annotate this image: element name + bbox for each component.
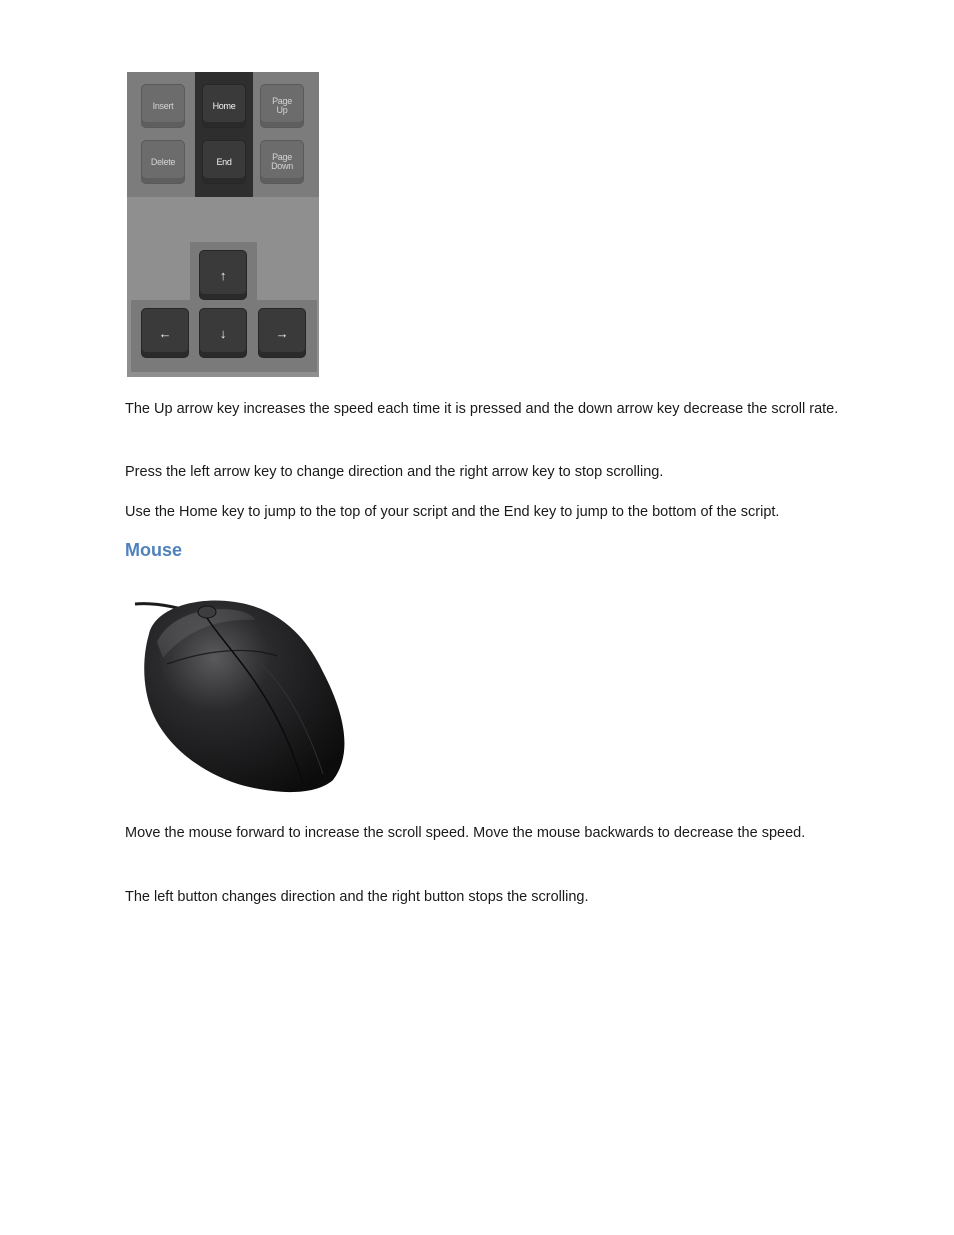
right-arrow-icon: → <box>275 325 289 341</box>
home-key: Home <box>202 84 246 128</box>
paragraph-mouse-buttons: The left button changes direction and the right button stops the scrolling. <box>125 889 589 905</box>
insert-key: Insert <box>141 84 185 128</box>
paragraph-home-end: Use the Home key to jump to the top of your script and the End key to jump to the bottom of the script. <box>125 504 780 520</box>
delete-key: Delete <box>141 140 185 184</box>
mouse-image <box>127 594 355 798</box>
paragraph-arrow-speed: The Up arrow key increases the speed each time it is pressed and the down arrow key decrease the scroll rate. <box>125 401 839 417</box>
paragraph-mouse-speed: Move the mouse forward to increase the scroll speed. Move the mouse backwards to decrease the speed. <box>125 825 806 841</box>
page-up-key: Page Up <box>260 84 304 128</box>
paragraph-arrow-direction: Press the left arrow key to change direction and the right arrow key to stop scrolling. <box>125 464 664 480</box>
down-arrow-icon: ↓ <box>219 325 227 341</box>
up-arrow-key <box>199 250 247 300</box>
up-arrow-icon: ↑ <box>219 267 227 283</box>
keyboard-keys-image <box>127 72 319 377</box>
down-arrow-key <box>199 308 247 358</box>
left-arrow-icon: ← <box>158 325 172 341</box>
scroll-wheel <box>198 606 216 618</box>
right-arrow-key <box>258 308 306 358</box>
left-arrow-key <box>141 308 189 358</box>
section-heading-mouse: Mouse <box>125 540 183 560</box>
page-down-key: Page Down <box>260 140 304 184</box>
end-key: End <box>202 140 246 184</box>
